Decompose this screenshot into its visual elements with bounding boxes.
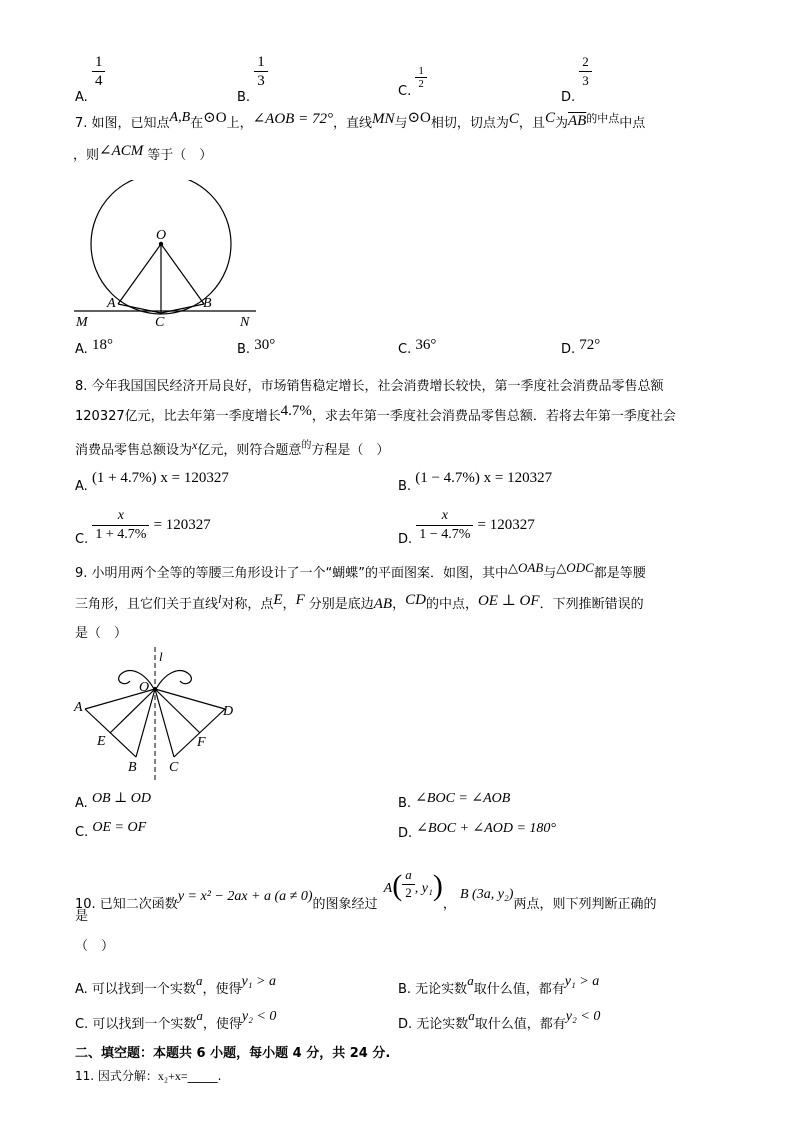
answer-blank[interactable]: _____ bbox=[187, 1069, 218, 1083]
label-a: A bbox=[74, 700, 83, 715]
q9-stem-line1: 9. 小明用两个全等的等腰三角形设计了一个“蝴蝶”的平面图案．如图，其中△OAB与△ODC都是等腰 bbox=[75, 560, 646, 581]
label-l: l bbox=[159, 649, 163, 664]
q7-option-b[interactable]: B. 30° bbox=[237, 337, 276, 357]
q9-option-d[interactable]: D. ∠BOC + ∠AOD = 180° bbox=[398, 821, 557, 841]
q9-stem-line2: 三角形，且它们关于直线l对称，点E，F 分别是底边AB，CD的中点，OE ⊥ OF．下列推断错误的 bbox=[75, 592, 644, 612]
label-b: B bbox=[203, 296, 212, 311]
fraction: $\frac{1}{4}$ bbox=[92, 53, 106, 90]
q7-stem-line2: ，则∠ACM 等于（ ） bbox=[73, 143, 213, 163]
q8-stem-line1: 8. 今年我国国民经济开局良好，市场销售稳定增长，社会消费增长较快，第一季度社会消费品零售总额 bbox=[75, 379, 664, 394]
q9-option-a[interactable]: A. OB ⊥ OD bbox=[75, 791, 151, 811]
q9-option-c[interactable]: C. OE = OF bbox=[75, 820, 147, 840]
label-c: C bbox=[169, 760, 179, 775]
label-d: D bbox=[223, 704, 234, 719]
label-n: N bbox=[240, 315, 250, 330]
arc-ab: $\overline{AB}$ bbox=[567, 113, 587, 129]
q7-stem-line1: 7. 如图，已知点A,B在⊙O上，∠AOB = 72°，直线MN与⊙O相切，切点为C，且C为$\overline{AB}^{的中点}$中点 bbox=[75, 110, 646, 131]
q7-option-a[interactable]: A. 18° bbox=[75, 337, 113, 357]
q8-option-b[interactable]: B. (1 − 4.7%) x = 120327 bbox=[398, 470, 553, 494]
q7-option-d[interactable]: D. 72° bbox=[561, 337, 601, 357]
q8-stem-line2: 120327亿元，比去年第一季度增长4.7%，求去年第一季度社会消费品零售总额．若将去年第一季度社会 bbox=[75, 403, 676, 424]
label-o: O bbox=[139, 680, 150, 695]
fraction: $\frac{1}{2}$ bbox=[415, 65, 427, 90]
q8-option-d[interactable]: D. $\frac{x}{1 - 4.7\%}$ = 120327 bbox=[398, 508, 535, 547]
q6-option-c[interactable]: C. $\frac{1}{2}$ bbox=[398, 65, 427, 90]
label-e: E bbox=[97, 734, 106, 749]
label-a: A bbox=[107, 296, 116, 311]
q8-option-a[interactable]: A. (1 + 4.7%) x = 120327 bbox=[75, 470, 229, 494]
q10-option-a[interactable]: A. 可以找到一个实数a，使得y₁ > a bbox=[75, 973, 276, 997]
q10-stem-line1: 10. 已知二次函数y = x² − 2ax + a (a ≠ 0)的图象经过 A( $\frac{a}{2}$ , y₁)， B (3a, y₂)两点，则下列判断正确的 bbox=[75, 866, 657, 912]
label-b: B bbox=[128, 760, 137, 775]
label-f: F bbox=[197, 735, 206, 750]
fraction: $\frac{1}{3}$ bbox=[254, 53, 268, 90]
fraction: $\frac{2}{3}$ bbox=[579, 53, 592, 90]
q6-option-b[interactable]: B. $\frac{1}{3}$ bbox=[237, 57, 268, 94]
label-m: M bbox=[76, 315, 88, 330]
q10-option-d[interactable]: D. 无论实数a取什么值，都有y₂ < 0 bbox=[398, 1008, 601, 1032]
q8-option-c[interactable]: C. $\frac{x}{1 + 4.7\%}$ = 120327 bbox=[75, 508, 211, 547]
q9-option-b[interactable]: B. ∠BOC = ∠AOB bbox=[398, 791, 511, 811]
q10-option-c[interactable]: C. 可以找到一个实数a，使得y₂ < 0 bbox=[75, 1008, 277, 1032]
q9-stem-line3: 是（ ） bbox=[75, 626, 128, 641]
q7-option-c[interactable]: C. 36° bbox=[398, 337, 437, 357]
q7-figure-circle-tangent bbox=[70, 180, 270, 330]
q8-stem-line3: 消费品零售总额设为x亿元，则符合题意$^的$方程是（ ） bbox=[75, 438, 390, 458]
section-heading-fill-in: 二、填空题：本题共 6 小题，每小题 4 分，共 24 分. bbox=[75, 1046, 391, 1061]
q6-option-a[interactable]: A. $\frac{1}{4}$ bbox=[75, 57, 105, 94]
q10-stem-line3: （ ） bbox=[75, 939, 115, 954]
q10-option-b[interactable]: B. 无论实数a取什么值，都有y₁ > a bbox=[398, 973, 600, 997]
q10-stem-line2: 是 bbox=[75, 909, 89, 924]
label-c: C bbox=[155, 315, 165, 330]
label-o: O bbox=[156, 228, 167, 243]
q9-figure-butterfly bbox=[70, 645, 245, 785]
q11-stem: 11. 因式分解：x₂+x=_____. bbox=[75, 1069, 222, 1083]
q6-option-d[interactable]: D. $\frac{2}{3}$ bbox=[561, 57, 592, 94]
